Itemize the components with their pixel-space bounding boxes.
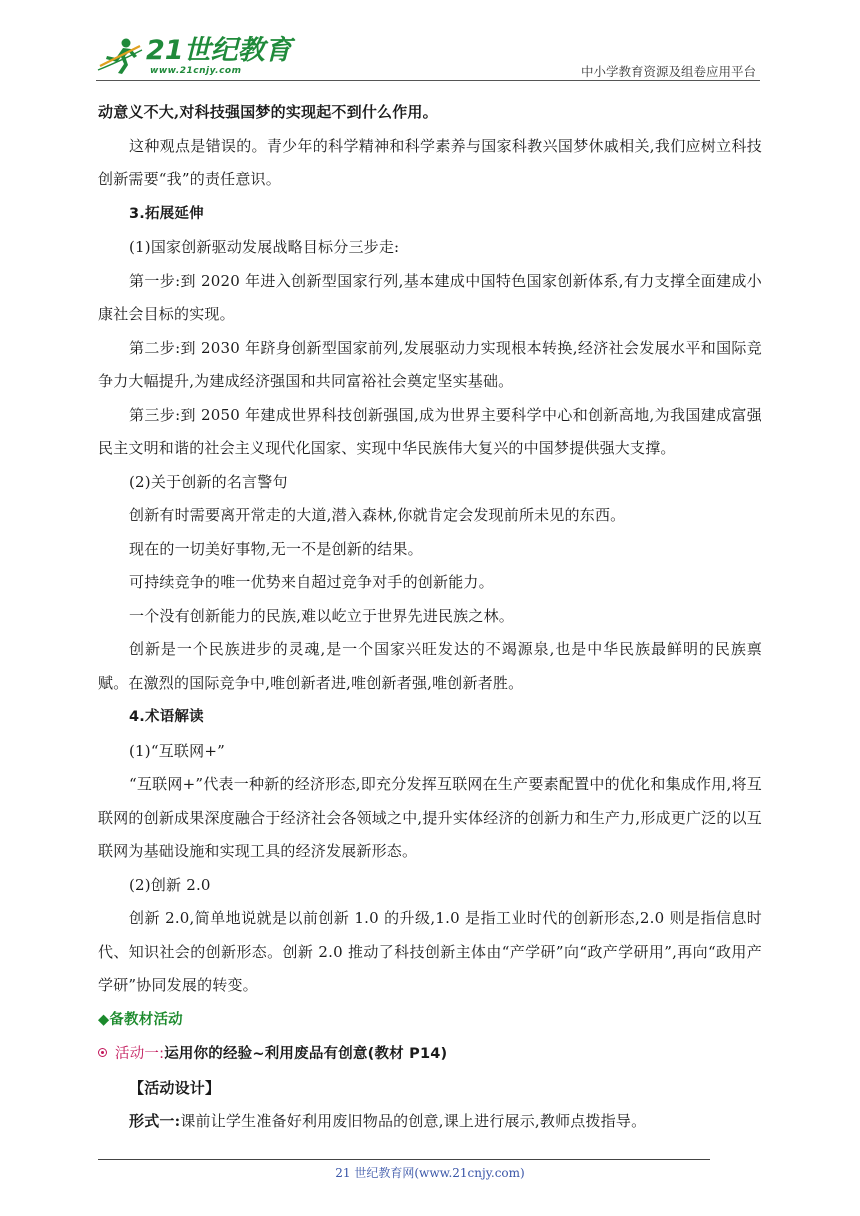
- activity-label: 活动一:: [115, 1046, 165, 1062]
- activity-design-heading: 【活动设计】: [129, 1078, 221, 1097]
- paragraph: “互联网+”代表一种新的经济形态,即充分发挥互联网在生产要素配置中的优化和集成作用,将互联网的创新成果深度融合于经济社会各领域之中,提升实体经济的创新力和生产力,形成更广泛的以互联网为基础设施和实现工具的经济发展新形态。: [98, 775, 762, 860]
- platform-title: 中小学教育资源及组卷应用平台: [580, 64, 756, 79]
- target-bullet-icon: [98, 1048, 107, 1057]
- document-body: [98, 96, 762, 1139]
- paragraph: (1)“互联网+”: [129, 741, 225, 760]
- footer-divider: [98, 1159, 710, 1160]
- paragraph: 第二步:到 2030 年跻身创新型国家前列,发展驱动力实现根本转换,经济社会发展水平和国际竞争力大幅提升,为建成经济强国和共同富裕社会奠定坚实基础。: [98, 338, 762, 390]
- paragraph: 第三步:到 2050 年建成世界科技创新强国,成为世界主要科学中心和创新高地,为我国建成富强民主文明和谐的社会主义现代化国家、实现中华民族伟大复兴的中国梦提供强大支撑。: [98, 405, 762, 457]
- quote: 创新是一个民族进步的灵魂,是一个国家兴旺发达的不竭源泉,也是中华民族最鲜明的民族禀赋。在激烈的国际竞争中,唯创新者进,唯创新者强,唯创新者胜。: [98, 640, 762, 692]
- material-section-heading: ◆备教材活动: [98, 1011, 183, 1028]
- section-heading: 3.拓展延伸: [129, 205, 204, 222]
- running-figure-icon: [96, 36, 146, 76]
- quote: 创新有时需要离开常走的大道,潜入森林,你就肯定会发现前所未见的东西。: [129, 506, 626, 524]
- paragraph: (1)国家创新驱动发展战略目标分三步走:: [129, 238, 400, 256]
- quote: 可持续竞争的唯一优势来自超过竞争对手的创新能力。: [129, 573, 494, 591]
- footer-link[interactable]: 21 世纪教育网(www.21cnjy.com): [335, 1166, 525, 1180]
- section-heading: 4.术语解读: [129, 709, 204, 725]
- paragraph: 创新 2.0,简单地说就是以前创新 1.0 的升级,1.0 是指工业时代的创新形态,2.0 则是指信息时代、知识社会的创新形态。创新 2.0 推动了科技创新主体由“产学研”向“政产学研用”,再向“政用产学研”协同发展的转变。: [98, 909, 762, 994]
- logo-text: 21世纪教育: [146, 35, 292, 66]
- site-logo[interactable]: [96, 30, 292, 80]
- page-header: [0, 0, 860, 90]
- paragraph: 第一步:到 2020 年进入创新型国家行列,基本建成中国特色国家创新体系,有力支撑全面建成小康社会目标的实现。: [98, 271, 762, 323]
- activity-title: 运用你的经验~利用废品有创意(教材 P14): [164, 1046, 448, 1062]
- paragraph: (2)关于创新的名言警句: [129, 472, 288, 491]
- form-text: 课前让学生准备好利用废旧物品的创意,课上进行展示,教师点拨指导。: [180, 1112, 647, 1130]
- form-label: 形式一:: [129, 1112, 181, 1130]
- paragraph: (2)创新 2.0: [129, 875, 211, 894]
- quote: 一个没有创新能力的民族,难以屹立于世界先进民族之林。: [129, 606, 514, 625]
- logo-url: www.21cnjy.com: [150, 66, 242, 76]
- paragraph: 动意义不大,对科技强国梦的实现起不到什么作用。: [98, 103, 438, 121]
- paragraph: 这种观点是错误的。青少年的科学精神和科学素养与国家科教兴国梦休戚相关,我们应树立科技创新需要“我”的责任意识。: [98, 136, 762, 188]
- header-divider: [96, 80, 760, 81]
- quote: 现在的一切美好事物,无一不是创新的结果。: [129, 539, 423, 558]
